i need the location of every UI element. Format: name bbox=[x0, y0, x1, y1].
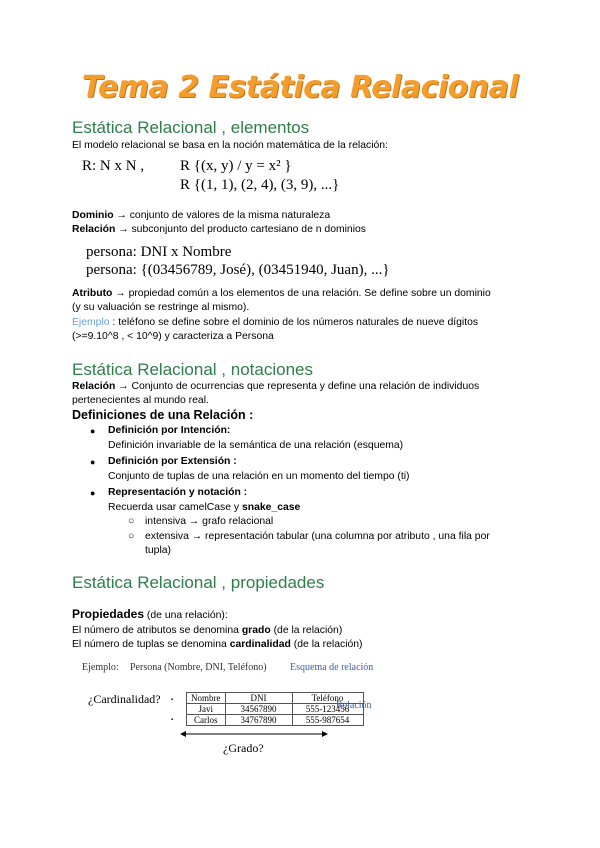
page-title: Tema 2 Estática Relacional bbox=[81, 70, 519, 105]
propiedades-line: Propiedades (de una relación): bbox=[72, 607, 228, 621]
bullet-dot: ● bbox=[90, 457, 96, 467]
table-row bbox=[187, 715, 364, 726]
table-cell: Javi bbox=[187, 704, 226, 715]
bullet-dot: ● bbox=[90, 426, 96, 436]
grado-arrow bbox=[180, 728, 330, 740]
table-header: DNI bbox=[225, 693, 292, 704]
bullet-extension-text: Conjunto de tuplas de una relación en un momento del tiempo (ti) bbox=[108, 471, 410, 482]
bullet-dot: ● bbox=[90, 488, 96, 498]
fig-relacion-label: Relación bbox=[336, 700, 372, 711]
table-cell: Carlos bbox=[187, 715, 226, 726]
bullet-extension-title: Definición por Extensión : bbox=[108, 456, 237, 467]
sub-extensiva: extensiva → representación tabular (una columna por atributo , una fila por bbox=[145, 531, 490, 542]
sub-bullet-circle: ○ bbox=[128, 516, 135, 527]
sub-bullet-circle: ○ bbox=[128, 531, 135, 542]
math-persona-schema: persona: DNI x Nombre bbox=[86, 244, 232, 260]
table-header: Teléfono bbox=[292, 693, 363, 704]
dominio-line: Dominio → conjunto de valores de la misma naturaleza bbox=[72, 210, 331, 221]
bullet-representacion-text: Recuerda usar camelCase y snake_case bbox=[108, 502, 301, 513]
fig-schema: Persona (Nombre, DNI, Teléfono) bbox=[130, 662, 267, 673]
section-heading-propiedades: Estática Relacional , propiedades bbox=[72, 573, 325, 592]
math-relation-def: R {(x, y) / y = x² } bbox=[180, 158, 292, 174]
table-cell: 555-123456 bbox=[292, 704, 363, 715]
bullet-intencion-title: Definición por Intención: bbox=[108, 425, 231, 436]
atributo-line-2: (y su valuación se restringe al mismo). bbox=[72, 302, 250, 313]
relacion-notacion-line-2: pertenecientes al mundo real. bbox=[72, 395, 209, 406]
grado-line: El número de atributos se denomina grado (de la relación) bbox=[72, 625, 343, 636]
sub-intensiva: intensiva → grafo relacional bbox=[145, 516, 274, 527]
cardinalidad-line: El número de tuplas se denomina cardinalidad (de la relación) bbox=[72, 639, 363, 650]
table-header: Nombre bbox=[187, 693, 226, 704]
section-heading-elementos: Estática Relacional , elementos bbox=[72, 118, 310, 137]
fig-esquema-label: Esquema de relación bbox=[290, 662, 374, 673]
section-heading-notaciones: Estática Relacional , notaciones bbox=[72, 360, 313, 379]
intro-text: El modelo relacional se basa en la noción matemática de la relación: bbox=[72, 140, 388, 151]
relacion-notacion-line: Relación → Conjunto de ocurrencias que representa y define una relación de individuos bbox=[72, 381, 480, 392]
fig-cardinalidad: ¿Cardinalidad? bbox=[88, 692, 161, 706]
table-cell: 555-987654 bbox=[292, 715, 363, 726]
fig-arrow-dot: ▪ bbox=[171, 697, 174, 703]
bullet-intencion-text: Definición invariable de la semántica de una relación (esquema) bbox=[108, 440, 404, 451]
ejemplo-line-2: (>=9.10^8 , < 10^9) y caracteriza a Persona bbox=[72, 331, 274, 342]
table-cell: 34767890 bbox=[225, 715, 292, 726]
atributo-line: Atributo → propiedad común a los elementos de una relación. Se define sobre un dominio bbox=[72, 288, 491, 299]
fig-ejemplo-label: Ejemplo: bbox=[82, 662, 119, 673]
fig-arrow-dot: ▪ bbox=[171, 717, 174, 723]
math-domain: R: N x N , bbox=[82, 158, 145, 174]
ejemplo-line: Ejemplo : teléfono se define sobre el dominio de los números naturales de nueve dígitos bbox=[72, 317, 479, 328]
relacion-line: Relación → subconjunto del producto cartesiano de n dominios bbox=[72, 224, 366, 235]
math-relation-example: R {(1, 1), (2, 4), (3, 9), ...} bbox=[180, 177, 340, 193]
fig-grado: ¿Grado? bbox=[223, 741, 264, 755]
table-cell: 34567890 bbox=[225, 704, 292, 715]
math-persona-example: persona: {(03456789, José), (03451940, Juan), ...} bbox=[86, 262, 390, 278]
sub-extensiva-2: tupla) bbox=[145, 545, 171, 556]
definiciones-heading: Definiciones de una Relación : bbox=[72, 408, 254, 422]
bullet-representacion-title: Representación y notación : bbox=[108, 487, 248, 498]
